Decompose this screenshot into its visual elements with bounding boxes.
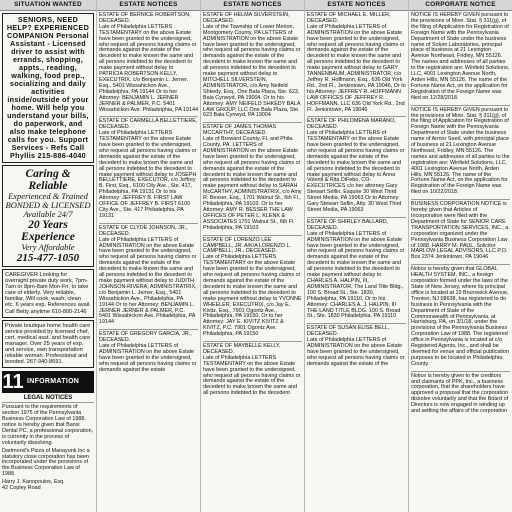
corporate-notice — [411, 374, 510, 415]
estate-notice-body: Late of Philadelphia LETTERS TESTAMENTARY on the above Estate have been granted to the undersigned, who request all persons having claims or demands against the estate of the decedent to make known the same and all persons indebted to the decedent to make payment without delay to JOSEPH BELLETTIERE, EXECUTOR, c/o Jeffrey B. First, Esq., 6100 City Ave., Ste. 417, Philadelphia, PA 19131 Or to his Attorney: JEFFREY B. FIRST LAW OFFICE OF JEFFREY B. FIRST 6100 City Ave., Ste. 417 Philadelphia, PA 19131 — [99, 130, 197, 219]
ad-seniors-companion — [2, 13, 94, 163]
estate-notice — [203, 125, 302, 231]
estate-notice-title: ESTATE OF SHIRLEY BALLARD, DECEASED. — [307, 218, 389, 231]
estate-notice-title: ESTATE OF JAMES THOMAS MCCARTHY, DECEASED. — [203, 124, 277, 137]
estate-notice — [99, 226, 198, 326]
estate-notice — [307, 326, 406, 367]
estate-notice — [307, 119, 406, 214]
estate-notice — [307, 220, 406, 320]
section-header-estate-notices: ESTATE NOTICES — [201, 0, 304, 11]
estate-notice-body: Late of Philadelphia LETTERS of ADMINISTRATION on the above Estate have been granted to the undersigned, who request all persons having claims or demands against the estate — [99, 343, 197, 373]
legal-notices-body — [2, 405, 94, 492]
notice-divider — [203, 235, 302, 236]
section-word: INFORMATION — [24, 371, 94, 393]
corporate-notice — [411, 13, 510, 102]
notice-divider — [99, 223, 198, 224]
estate-notice-body: Late of Philadelphia LETTERS of ADMINISTRATION on the above Estate have been granted to the undersigned, who request all persons having claims or demands against the estate of the decedent to make known the same and all persons indebted to the decedent to make payment without delay to JUDITH JOHNSON-RIVERA, ADMINISTRATRIX, c/o Benjamin L. Jerner, Esq., 5401 Wissahickon Ave., Philadelphia, PA 19144 Or to her Attorney: BENJAMIN L. JERNER JERNER & PALMER, P.C. 5401 Wissahickon Ave. Philadelphia, PA 19144 — [99, 236, 197, 326]
estate-notice-body: Late of Philadelphia LETTERS of TESTAMENTARY on the above Estate have been granted to the undersigned, who request all persons having claims or demands against the estate of the decedent to make known the same and all persons indebted to the decedent to make payment without delay to Anna Volenti & Rita DiFebo, CO-EXECUTRICES c/o her attorney Gary Stewart Seflin, Esquire 30 West Third Street Media, PA 19063 Or to Attorney: Gary Stewart Seflin, Atty. 30 West Third Street Media, PA 19063 — [307, 130, 405, 213]
legal-paragraph: 42 Copley Road — [2, 485, 41, 492]
ad-caregiver-text: CAREGIVER Looking for overnight private duty work, 7pm-7am or 8pm-8am Mon-Fri, to take care of elderly. Very reliable, familiar. Will cook, wash, clean etc. 6 years exp. References avail. Call Betty anytime 610-800-2146 — [5, 272, 91, 315]
column-corporate-notices — [409, 0, 512, 512]
legal-paragraph: Pursuant to the requirements of section 1975 of the Pennsylvania Business Corporation Law of 1988, notice is hereby given that Bansi Dental PC, a professional corporation, is currently in the process of voluntarily dissolving. — [2, 404, 94, 446]
section-header-estate-notices: ESTATE NOTICES — [305, 0, 408, 11]
estate-notice — [203, 13, 302, 119]
estate-notice-body: Late of Philadelphia LETTERS of ADMINISTRATION on the above Estate have been granted to the undersigned, who request all persons having claims or demands against the estate of the decedent to make known the same and all persons indebted to the decedent to make payment without delay to CHARLES A. HALPIN, III, ADMINISTRATOR, The Land Title Bldg., 100 S. Broad St., Ste. 1830, Philadelphia, PA 19110. Or to his Attorney: CHARLES A. J. HALPIN, III THE LAND TITLE BLDG. 100 S. Broad St., Ste. 1830 Philadelphia, PA 19110 — [307, 230, 405, 320]
estate-notice-body: Late of Philadelphia LETTERS TESTAMENTARY on the above Estate have been granted to the undersigned, who request all persons having claims or demands against the estate of the decedent to make known the same and all persons indebted to the decedent to make payment without delay to PATRICIA ROBERTSON-KELLY, EXECUTRIX, c/o Benjamin L. Jerner, Esq., 5401 Wissahickon Ave., Philadelphia, PA 19144 Or to her Attorney: BENJAMIN L. JERNER JERNER & PALMER, P.C. 5401 Wissahickon Ave. Philadelphia, PA 19144 — [99, 23, 198, 113]
notice-divider — [99, 116, 198, 117]
column-estate-notices-3 — [305, 0, 408, 512]
notice-divider — [307, 116, 406, 117]
ad-private-health-care — [2, 320, 94, 369]
estate-notice — [203, 238, 302, 338]
column-estate-notices-1 — [97, 0, 200, 512]
corporate-notice-body: Notice is hereby given to the creditors and claimants of PPK, Inc., a business corporation, that the shareholders have approved a proposal that the corporation dissolve voluntarily and that the Board of Directors is now engaged in winding up and settling the affairs of the corporation — [411, 372, 509, 415]
ad-caring-line1: Caring & Reliable — [25, 168, 71, 192]
estate-notice-body: Late of Broward County, FL and Phila. County, PA. LETTERS of ADMINISTRATION on the above Estate have been granted to the undersigned, who request all persons having claims or demands against the estate of the decedent to make known the same and all persons indebted to the decedent to make payment without delay to SARAH McCARTHY, ADMINISTRATRIX, c/o Amy R. Besser, Esq., 1701 Walnut St., 6th Fl., Philadelphia, PA 19103. Or to her Attorney: AMY R. BESSER THE LAW OFFICES OF PETER L. KLENK & ASSOCIATES 1701 Walnut St., 6th Fl. Philadelphia, PA 19103 — [203, 136, 302, 231]
estate-notice-body: Late of Philadelphia LETTERS TESTAMENTARY on the above Estate have been granted to the undersigned, who request all persons having claims or demands against the estate of the decedent to make known the same and all persons indebted to the decedent — [203, 354, 301, 397]
notice-divider — [411, 199, 510, 200]
ad-caring-phone: 215-477-1050 — [16, 252, 80, 264]
legal-paragraph: Harry J. Kanopoulos, Esq. — [2, 479, 65, 486]
ad-private-text: Private boutique home health care service provided by licensed chef, cert. medical asst. and health care manager. Over 25 years of exp. and service, own transportation reliable woman. Professional and bonded. 267-940-8691. — [5, 322, 91, 366]
estate-notice — [99, 13, 198, 113]
notice-divider — [307, 323, 406, 324]
estate-notice-title: ESTATE OF GREGORY GARCIA, JR., DECEASED. — [99, 331, 192, 344]
estate-notice-body: Late of Philadelphia LETTERS of ADMINISTRATION on the above Estate have been granted to the undersigned, who request all persons having claims or demands against the estate of the — [307, 337, 405, 367]
estate-notice-title: ESTATE OF SUSAN ELISE BELL, DECEASED. — [307, 325, 390, 338]
section-banner-information — [2, 371, 94, 393]
section-header-situation-wanted: SITUATION WANTED — [0, 0, 96, 11]
notice-divider — [411, 264, 510, 265]
estate-notice-title: ESTATE OF BERNICE ROBERTSON, DECEASED. — [99, 12, 191, 24]
notice-divider — [203, 122, 302, 123]
estate-notice-body: Late of the Township of Lower Merion, Montgomery County, PA LETTERS of ADMINISTRATION on the above Estate have been granted to the undersigned, who request all persons having claims or demands against the estate of the decedent to make known the same and all persons indebted to the decedent to make payment without delay to MITCHELL SILVERSTEIN, ADMINISTRATOR, c/o Amy Neifeld Shkedy, Esq., One Bala Plaza, Ste. 623, Bala Cynwyd, PA 19004. Or to his Attorney: AMY NEIFELD SHKEDY BALA LAW GROUP, LLC One Bala Plaza, Ste. 623 Bala Cynwyd, PA 19004 — [203, 23, 301, 119]
estate-notice-title: ESTATE OF MAYBELLE KELLY, DECEASED. — [203, 343, 281, 355]
corporate-notice-body: BUSINESS CORPORATION NOTICE is hereby given that Articles of Incorporation were filed with the Department of State for SENIOR CARE TRANSPORTATION SERVICES, INC., a corporation organized under the Pennsylvania Business Corporation Law of 1988. HARRY M. PAUL, Solicitor MARLOW LEGAL ADVISORS, LLC P.O. Box 2374 Jenkintown, PA 19046 — [411, 201, 509, 261]
notice-divider — [99, 329, 198, 330]
notice-divider — [307, 217, 406, 218]
estate-notice — [99, 119, 198, 219]
ad-seniors-text: SENIORS, NEED HELP? EXPERIENCED COMPANION Personal Assistant - Licensed driver to assist with errands, shopping, appts., reading, walking, food prep., socializing and daily activities inside/outside of your home. Will help you understand your bills, do paperwork, and also make telephone calls for you. Support Services - Refs Call Phyllis 215-886-4040 — [6, 15, 90, 160]
estate-notice-title: ESTATE OF CARMELLA BELLETTIERE, DECEASED. — [99, 118, 198, 131]
section-header-estate-notices: ESTATE NOTICES — [97, 0, 200, 11]
ad-caring-line6: Very Affordable — [21, 242, 75, 252]
column-situation-wanted — [0, 0, 96, 512]
notice-divider — [203, 341, 302, 342]
estate-notice-body: Late of Philadelphia LETTERS of ADMINISTRATION on the above Estate have been granted to the undersigned, who request all persons having claims or demands against the estate of the decedent to make known the same and all persons indebted to the decedent to make payment without delay to GARY TANNENBAUM, ADMINISTRATOR, c/o Jeffrey R. Hoffmann, Esq., 636 Old York Rd., 2nd Fl., Jenkintown, PA 19046, Or to his Attorney: JEFFREY R. HOFFMANN LAW OFFICES OF JEFFREY R. HOFFMANN, LLC 636 Old York Rd., 2nd Fl. Jenkintown, PA 19046 — [307, 23, 406, 113]
ad-caring-line5: 20 Years Experience — [21, 219, 75, 243]
notice-divider — [411, 105, 510, 106]
legal-notices-heading: LEGAL NOTICES — [2, 395, 94, 403]
estate-notice-title: ESTATE OF HELMA SILVERSTEIN, DECEASED. — [203, 12, 290, 24]
estate-notice — [99, 332, 198, 373]
notice-divider — [411, 371, 510, 372]
estate-notice-title: ESTATE OF MICHAEL E. MILLER, DECEASED. — [307, 12, 391, 24]
ad-caring-line2: Experienced & Trained — [8, 191, 88, 201]
estate-notice-title: ESTATE OF CLYDE JOHNSON, JR., DECEASED. — [99, 224, 188, 237]
estate-notice-title: ESTATE OF LORENZO LEE CAMPBELL, JR. A/K/A LORENZO L. CAMPBELL, JR., DECEASED. — [203, 236, 292, 255]
corporate-notice-body: NOTICE IS HEREBY GIVEN pursuant to the provisions of Minn. Stat. § 311(g), of the filing of Application for Registration of Foreign Name with the Pennsylvania Department of State under the business name of Armor Seed, with principal place of business at 21 Lexington Avenue Northeast, Fridley, MN 55126. The names and addresses of all parties to the registration are: Winfield Solutions, LLC, 4001 Lexington Avenue North, Arden Hills, MN 55126. The name of the Fortune Name Act, on the application for Registration of the Foreign Name was filed on 10/22/2018. — [411, 106, 510, 196]
ad-caregiver — [2, 269, 94, 318]
corporate-notice — [411, 108, 510, 197]
estate-notice — [307, 13, 406, 113]
ad-caring-line4: Available 24/7 — [23, 209, 73, 219]
section-header-corporate-notices: CORPORATE NOTICE — [409, 0, 512, 11]
ad-caring-reliable — [2, 165, 94, 267]
corporate-notice — [411, 267, 510, 367]
ad-caring-line3: BONDED & LICENSED — [5, 200, 91, 210]
estate-notice-title: ESTATE OF PHILOMENA MARANO, DECEASED. — [307, 118, 396, 131]
section-number: 11 — [2, 371, 24, 394]
corporate-notice-body: NOTICE IS HEREBY GIVEN pursuant to the provisions of Minn. Stat. § 311(g), of the filing of Application for Registration of Foreign Name with the Pennsylvania Department of State under the business name of Solum Laboratories, principal place of business at 21 Lexington Avenue Northeast, Fridley, MN 55126. The names and addresses of all parties to the registration are: Winfield Solutions, LLC, 4001 Lexington Avenue North, Arden Hills, MN 55126. The name of the Fortune Name Act, on the application for Registration of the Foreign Name was filed on 12/28/2018. — [411, 12, 510, 101]
legal-paragraph: Dartmond's Pizza of Manayunk Inc a statutory close corporation has been incorporated under the provisions of the Business Corporation Law of 1988. — [2, 447, 90, 478]
corporate-notice-body: Notice is hereby given that GLOBAL HEALTH SYSTEM, INC., a foreign corporation formed under the laws of the State of New Jersey, where its principal office is located at 19 Brunswick Avenue, Trenton, NJ 08638, has registered to do business in Pennsylvania with the Department of State of the Commonwealth of Pennsylvania, at Harrisburg, PA, on 3/1/18, under the provisions of the Pennsylvania Business Corporation Law of 1988. The registered office in Pennsylvania is located at c/o Registered Agents, Inc., and shall be deemed for venue and official publication purposes to be located in Philadelphia County. — [411, 266, 509, 367]
column-estate-notices-2 — [201, 0, 304, 512]
estate-notice — [203, 344, 302, 397]
corporate-notice — [411, 202, 510, 261]
estate-notice-body: Late of Philadelphia LETTERS TESTAMENTARY on the above Estate have been granted to the undersigned, who request all persons having claims or demands against the estate of the decedent to make known the same and all persons indebted to the decedent to make payment without delay to YVONNE WHEELER, EXECUTRIX, c/o Jay E. Kivitz, Esq., 7901 Ogontz Ave., Philadelphia, PA 19150, Or to her Attorney: JAY E. KIVITZ KIVITZ & KIVITZ, P.C. 7901 Ogontz Ave. Philadelphia, PA 19150 — [203, 254, 302, 338]
